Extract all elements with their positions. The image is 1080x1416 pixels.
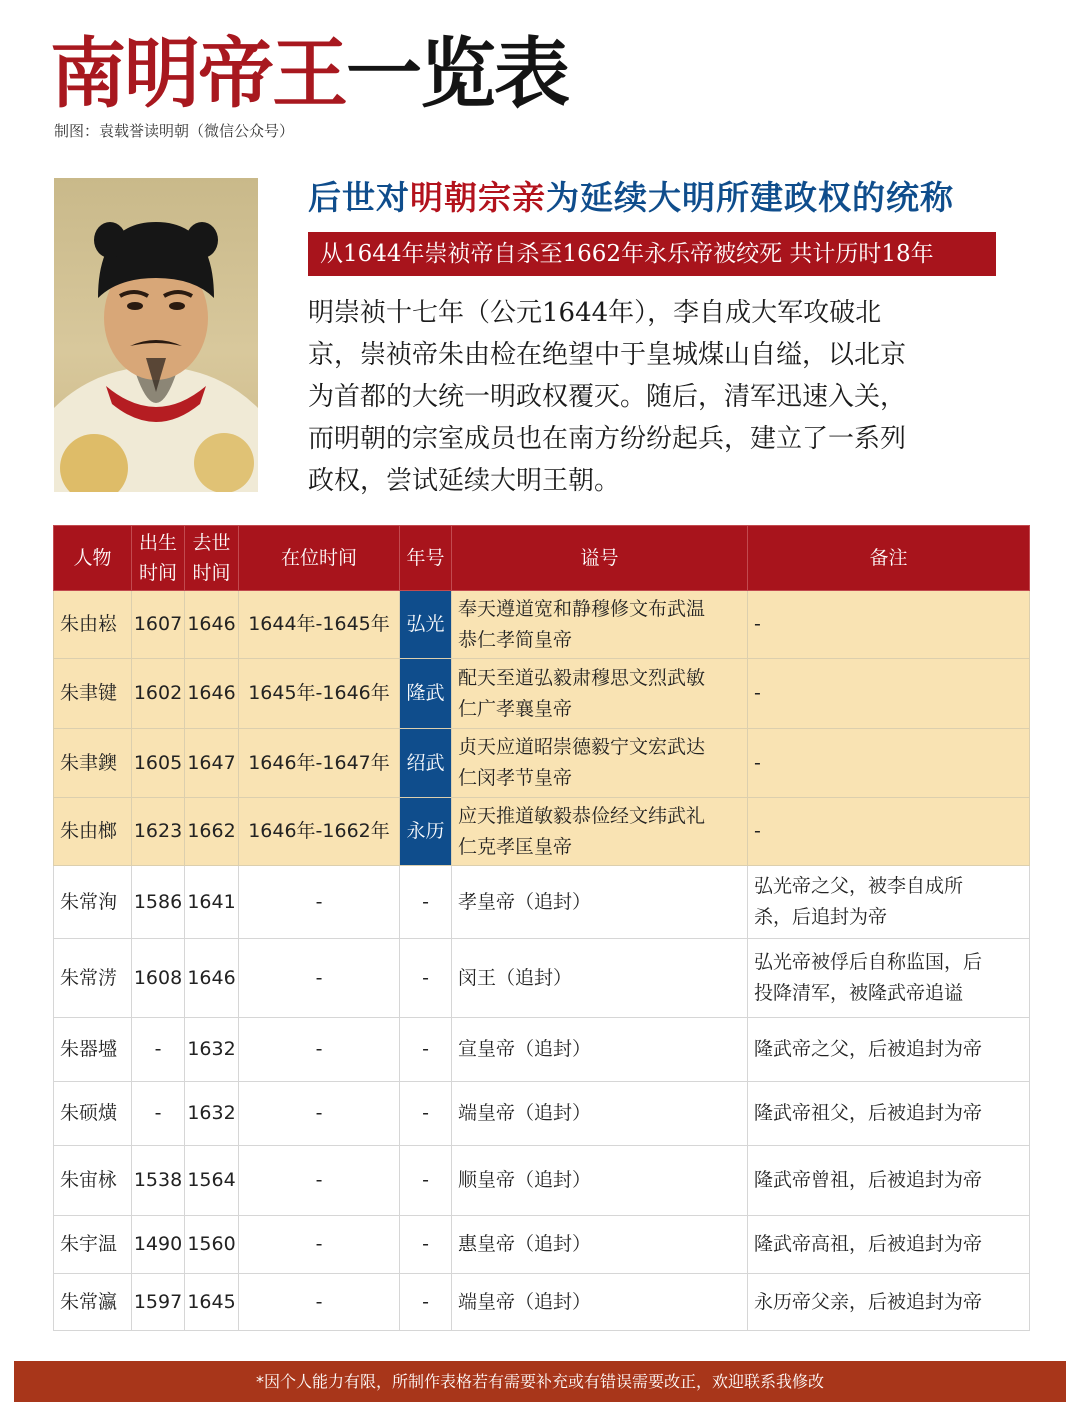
cell-birth: -: [132, 1018, 185, 1082]
cell-era: 隆武: [400, 659, 452, 729]
subtitle: [308, 172, 954, 219]
cell-era: -: [400, 1082, 452, 1146]
cell-posthumous: 惠皇帝（追封）: [452, 1216, 748, 1274]
cell-person: 朱常瀛: [54, 1274, 132, 1331]
intro-line: 而明朝的宗室成员也在南方纷纷起兵，建立了一系列: [308, 424, 907, 454]
cell-posthumous: 奉天遵道宽和静穆修文布武温 恭仁孝简皇帝: [452, 591, 748, 659]
table-row: [54, 1146, 1030, 1216]
cell-person: 朱聿键: [54, 659, 132, 729]
cell-death: 1647: [185, 729, 239, 798]
cell-person: 朱器墭: [54, 1018, 132, 1082]
cell-reign: 1646年-1647年: [239, 729, 400, 798]
cell-posthumous: 贞天应道昭崇德毅宁文宏武达 仁闵孝节皇帝: [452, 729, 748, 798]
cell-death: 1560: [185, 1216, 239, 1274]
cell-reign: -: [239, 1274, 400, 1331]
header-death: 去世 时间: [185, 526, 239, 591]
cell-death: 1645: [185, 1274, 239, 1331]
cell-note: 隆武帝曾祖，后被追封为帝: [748, 1146, 1030, 1216]
table-row: [54, 939, 1030, 1018]
cell-reign: -: [239, 1082, 400, 1146]
cell-birth: 1602: [132, 659, 185, 729]
cell-note: 永历帝父亲，后被追封为帝: [748, 1274, 1030, 1331]
header-notes: 备注: [748, 526, 1030, 591]
cell-posthumous: 应天推道敏毅恭俭经文纬武礼 仁克孝匡皇帝: [452, 798, 748, 866]
header-posthumous: 谥号: [452, 526, 748, 591]
cell-era: -: [400, 1146, 452, 1216]
cell-era: -: [400, 1274, 452, 1331]
cell-reign: -: [239, 1018, 400, 1082]
cell-note: 隆武帝高祖，后被追封为帝: [748, 1216, 1030, 1274]
cell-reign: -: [239, 1146, 400, 1216]
cell-reign: 1645年-1646年: [239, 659, 400, 729]
cell-era: -: [400, 866, 452, 939]
cell-note: -: [748, 591, 1030, 659]
footer-note: *因个人能力有限，所制作表格若有需要补充或有错误需要改正，欢迎联系我修改: [14, 1361, 1066, 1402]
cell-note: -: [748, 659, 1030, 729]
cell-era: 绍武: [400, 729, 452, 798]
cell-birth: 1538: [132, 1146, 185, 1216]
cell-death: 1646: [185, 659, 239, 729]
cell-era: -: [400, 1018, 452, 1082]
title-part-red: 南明帝王: [50, 29, 346, 118]
emperor-table: [53, 525, 1030, 1331]
cell-era: 永历: [400, 798, 452, 866]
cell-posthumous: 孝皇帝（追封）: [452, 866, 748, 939]
cell-death: 1632: [185, 1082, 239, 1146]
table-row: [54, 1216, 1030, 1274]
cell-death: 1632: [185, 1018, 239, 1082]
cell-person: 朱由崧: [54, 591, 132, 659]
cell-note: 弘光帝被俘后自称监国，后 投降清军，被隆武帝追谥: [748, 939, 1030, 1018]
subtitle-pre: 后世对: [308, 178, 410, 217]
cell-posthumous: 端皇帝（追封）: [452, 1082, 748, 1146]
cell-birth: -: [132, 1082, 185, 1146]
table-row: [54, 1082, 1030, 1146]
cell-person: 朱常洵: [54, 866, 132, 939]
header-reign: 在位时间: [239, 526, 400, 591]
header-birth: 出生 时间: [132, 526, 185, 591]
cell-birth: 1623: [132, 798, 185, 866]
page-title: [50, 28, 568, 120]
emperor-portrait: [54, 178, 258, 492]
table-row: [54, 659, 1030, 729]
cell-birth: 1490: [132, 1216, 185, 1274]
intro-line: 京，崇祯帝朱由检在绝望中于皇城煤山自缢，以北京: [308, 340, 907, 370]
cell-birth: 1607: [132, 591, 185, 659]
cell-birth: 1597: [132, 1274, 185, 1331]
cell-death: 1646: [185, 939, 239, 1018]
cell-death: 1641: [185, 866, 239, 939]
duration-banner: 从1644年崇祯帝自杀至1662年永乐帝被绞死 共计历时18年: [308, 232, 996, 276]
cell-note: -: [748, 729, 1030, 798]
cell-reign: -: [239, 1216, 400, 1274]
emperor-portrait-illustration: [54, 178, 258, 492]
cell-posthumous: 宣皇帝（追封）: [452, 1018, 748, 1082]
cell-person: 朱宙栐: [54, 1146, 132, 1216]
table-row: [54, 866, 1030, 939]
cell-reign: -: [239, 866, 400, 939]
cell-reign: 1644年-1645年: [239, 591, 400, 659]
cell-posthumous: 顺皇帝（追封）: [452, 1146, 748, 1216]
table-row: [54, 1018, 1030, 1082]
title-part-dark: 一览表: [346, 29, 568, 118]
cell-death: 1564: [185, 1146, 239, 1216]
cell-era: 弘光: [400, 591, 452, 659]
cell-person: 朱硕熿: [54, 1082, 132, 1146]
cell-posthumous: 配天至道弘毅肃穆思文烈武敏 仁广孝襄皇帝: [452, 659, 748, 729]
header-era: 年号: [400, 526, 452, 591]
cell-birth: 1608: [132, 939, 185, 1018]
cell-death: 1662: [185, 798, 239, 866]
cell-person: 朱由榔: [54, 798, 132, 866]
cell-death: 1646: [185, 591, 239, 659]
table-row: [54, 1274, 1030, 1331]
cell-person: 朱聿鐭: [54, 729, 132, 798]
cell-birth: 1586: [132, 866, 185, 939]
cell-birth: 1605: [132, 729, 185, 798]
subtitle-highlight: 明朝宗亲: [410, 178, 546, 217]
table-header-row: [54, 526, 1030, 591]
cell-era: -: [400, 939, 452, 1018]
cell-note: -: [748, 798, 1030, 866]
cell-posthumous: 闵王（追封）: [452, 939, 748, 1018]
header-person: 人物: [54, 526, 132, 591]
table-row: [54, 798, 1030, 866]
cell-reign: -: [239, 939, 400, 1018]
intro-paragraph: [308, 292, 998, 502]
cell-note: 隆武帝祖父，后被追封为帝: [748, 1082, 1030, 1146]
table-row: [54, 591, 1030, 659]
cell-note: 弘光帝之父，被李自成所 杀，后追封为帝: [748, 866, 1030, 939]
credit-line: 制图：袁载誉读明朝（微信公众号）: [54, 122, 295, 140]
cell-reign: 1646年-1662年: [239, 798, 400, 866]
intro-line: 为首都的大统一明政权覆灭。随后，清军迅速入关，: [308, 382, 907, 412]
intro-line: 明崇祯十七年（公元1644年），李自成大军攻破北: [308, 298, 882, 328]
subtitle-post: 为延续大明所建政权的统称: [546, 178, 954, 217]
cell-person: 朱宇温: [54, 1216, 132, 1274]
cell-era: -: [400, 1216, 452, 1274]
cell-note: 隆武帝之父，后被追封为帝: [748, 1018, 1030, 1082]
cell-person: 朱常淓: [54, 939, 132, 1018]
intro-line: 政权，尝试延续大明王朝。: [308, 466, 621, 496]
table-row: [54, 729, 1030, 798]
cell-posthumous: 端皇帝（追封）: [452, 1274, 748, 1331]
